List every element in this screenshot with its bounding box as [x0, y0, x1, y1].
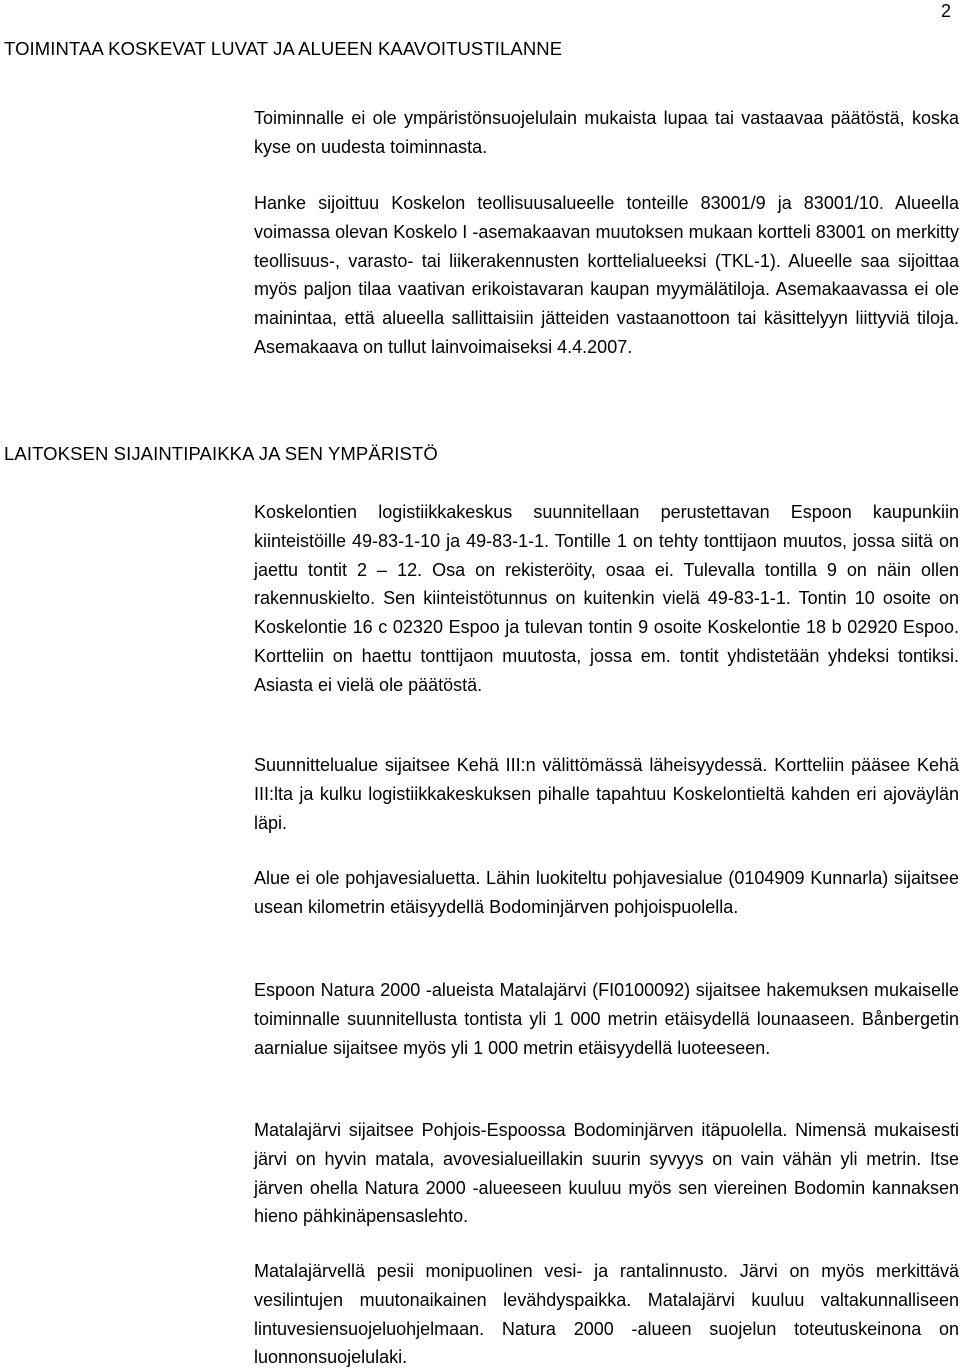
paragraph-birdlife: Matalajärvellä pesii monipuolinen vesi- ja rantalinnusto. Järvi on myös merkittävä vesilintujen muutonaikainen levähdyspaikka. Matalajärvi kuuluu valtakunnalliseen lintuvesiensuojeluohjelmaan. Natura 2000 -alueen suojelun toteutuskeinona on luonnonsuojelulaki.: [254, 1261, 959, 1368]
paragraph-permit-status: Toiminnalle ei ole ympäristönsuojelulain mukaista lupaa tai vastaavaa päätöstä, koska kyse on uudesta toiminnasta.: [254, 108, 959, 157]
section-heading-location: LAITOKSEN SIJAINTIPAIKKA JA SEN YMPÄRISTÖ: [4, 443, 438, 464]
section-heading-permits: TOIMINTAA KOSKEVAT LUVAT JA ALUEEN KAAVOITUSTILANNE: [4, 38, 563, 59]
paragraph-natura-areas: Espoon Natura 2000 -alueista Matalajärvi (FI0100092) sijaitsee hakemuksen mukaiselle toiminnalle suunnitellusta tontista yli 1 000 metrin etäisydellä lounaaseen. Bånbergetin aarnialue sijaitsee myös yli 1 000 metrin etäisyydellä luoteeseen.: [254, 980, 959, 1058]
paragraph-zoning: Hanke sijoittuu Koskelon teollisuusalueelle tonteille 83001/9 ja 83001/10. Alueella voimassa olevan Koskelo I -asemakaavan muutoksen mukaan kortteli 83001 on merkitty teollisuus-, varasto- tai liikerakennusten korttelialueeksi (TKL-1). Alueelle saa sijoittaa myös paljon tilaa vaativan erikoistavaran kaupan myymälätiloja. Asemakaavassa ei ole mainintaa, että alueella sallittaisiin jätteiden vastaanottoon tai käsittelyyn liittyviä tiloja. Asemakaava on tullut lainvoimaiseksi 4.4.2007.: [254, 193, 959, 357]
paragraph-groundwater: Alue ei ole pohjavesialuetta. Lähin luokiteltu pohjavesialue (0104909 Kunnarla) sijaitsee usean kilometrin etäisyydellä Bodominjärven pohjoispuolella.: [254, 868, 959, 917]
page-number: 2: [940, 1, 951, 21]
paragraph-access: Suunnittelualue sijaitsee Kehä III:n välittömässä läheisyydessä. Kortteliin pääsee Kehä III:lta ja kulku logistiikkakeskuksen pihalle tapahtuu Koskelontieltä kahden eri ajoväylän läpi.: [254, 755, 959, 833]
paragraph-matalajarvi-lake: Matalajärvi sijaitsee Pohjois-Espoossa Bodominjärven itäpuolella. Nimensä mukaisesti järvi on hyvin matala, avovesialueillakin suurin syvyys on vain vähän yli metrin. Itse järven ohella Natura 2000 -alueeseen kuuluu myös sen viereinen Bodomin kannaksen hieno pähkinäpensaslehto.: [254, 1120, 959, 1227]
paragraph-site-description: Koskelontien logistiikkakeskus suunnitellaan perustettavan Espoon kaupunkiin kiinteistöille 49-83-1-10 ja 49-83-1-1. Tontille 1 on tehty tonttijaon muutos, jossa siitä on jaettu tontit 2 – 12. Osa on rekisteröity, osaa ei. Tulevalla tontilla 9 on näin ollen rakennuskielto. Sen kiinteistötunnus on kuitenkin vielä 49-83-1-1. Tontin 10 osoite on Koskelontie 16 c 02320 Espoo ja tulevan tontin 9 osoite Koskelontie 18 b 02920 Espoo. Kortteliin on haettu tonttijaon muutosta, jossa em. tontit yhdistetään yhdeksi tontiksi. Asiasta ei vielä ole päätöstä.: [254, 502, 959, 695]
